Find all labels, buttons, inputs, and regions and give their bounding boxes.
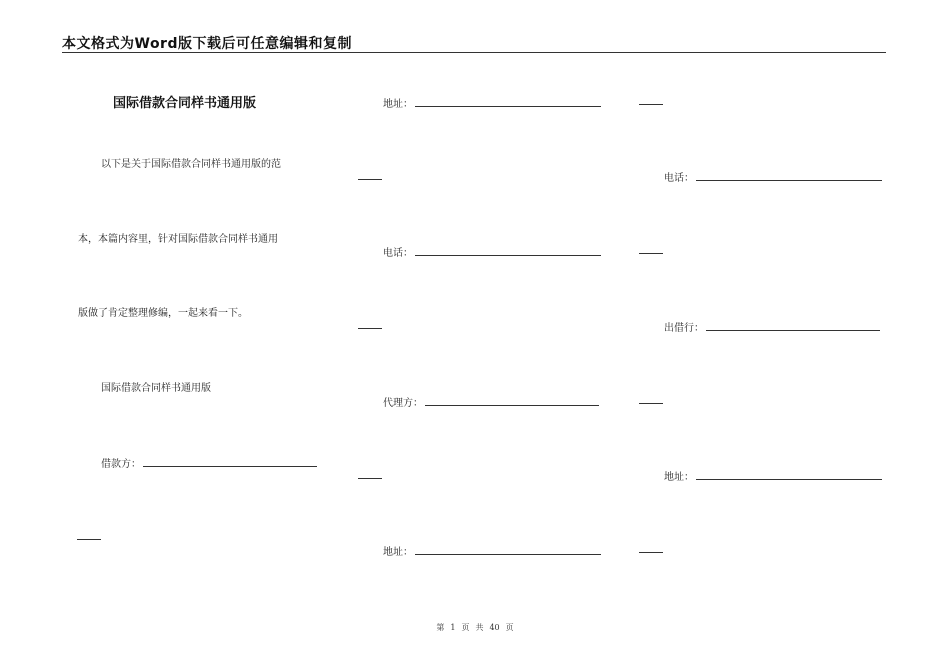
footer-total-unit: 页 bbox=[505, 623, 514, 632]
blank-line bbox=[358, 179, 382, 180]
agent-blank bbox=[425, 393, 599, 406]
total-pages: 40 bbox=[489, 623, 500, 632]
footer-total-word: 共 bbox=[475, 623, 484, 632]
intro-line-3: 版做了肯定整理修编，一起来看一下。 bbox=[78, 308, 248, 319]
lender-field bbox=[664, 318, 880, 334]
intro-line-1: 以下是关于国际借款合同样书通用版的范 bbox=[101, 159, 281, 170]
phone-blank bbox=[415, 243, 601, 256]
blank-line bbox=[639, 552, 663, 553]
footer-page-unit: 页 bbox=[461, 623, 470, 632]
address-blank bbox=[696, 467, 882, 480]
phone-label: 电话： bbox=[383, 248, 413, 259]
blank-line bbox=[639, 403, 663, 404]
address-field-3 bbox=[664, 467, 882, 483]
blank-line bbox=[358, 478, 382, 479]
lender-blank bbox=[706, 318, 880, 331]
blank-line bbox=[639, 104, 663, 105]
borrower-label: 借款方： bbox=[101, 459, 141, 470]
phone-field-1 bbox=[383, 243, 601, 259]
agent-label: 代理方： bbox=[383, 398, 423, 409]
document-header: 本文格式为Word版下载后可任意编辑和复制 bbox=[62, 36, 352, 52]
blank-line bbox=[358, 328, 382, 329]
address-label: 地址： bbox=[383, 99, 413, 110]
borrower-blank bbox=[143, 454, 317, 467]
address-blank bbox=[415, 542, 601, 555]
phone-field-2 bbox=[664, 168, 882, 184]
footer-page-word: 第 bbox=[436, 623, 445, 632]
address-field-2 bbox=[383, 542, 601, 558]
lender-label: 出借行： bbox=[664, 323, 704, 334]
contract-subtitle: 国际借款合同样书通用版 bbox=[101, 383, 211, 394]
address-field-1 bbox=[383, 94, 601, 110]
borrower-field bbox=[101, 454, 317, 470]
address-blank bbox=[415, 94, 601, 107]
page-number: 1 bbox=[450, 623, 456, 632]
header-divider bbox=[62, 52, 886, 53]
phone-blank bbox=[696, 168, 882, 181]
page-footer bbox=[0, 622, 950, 633]
address-label: 地址： bbox=[383, 547, 413, 558]
phone-label: 电话： bbox=[664, 173, 694, 184]
address-label: 地址： bbox=[664, 472, 694, 483]
document-title: 国际借款合同样书通用版 bbox=[113, 96, 257, 111]
blank-line bbox=[639, 253, 663, 254]
agent-field bbox=[383, 393, 599, 409]
intro-line-2: 本，本篇内容里，针对国际借款合同样书通用 bbox=[78, 234, 278, 245]
blank-line bbox=[77, 539, 101, 540]
